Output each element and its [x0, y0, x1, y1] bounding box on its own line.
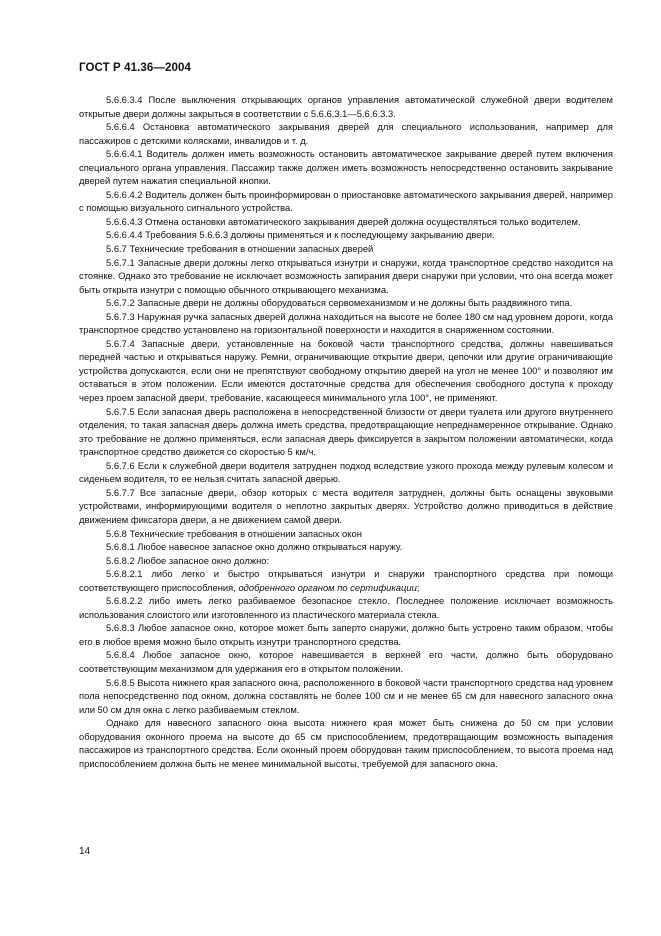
- paragraph-5-6-8-5: 5.6.8.5 Высота нижнего края запасного окна, расположенного в боковой части транспортного средства над уровнем пола непосредственно под окном, должна составлять не более 100 см и не менее 65 см для навесного запасного окна или 50 см для окна с легко разбиваемым стеклом.: [79, 676, 613, 715]
- paragraph-5-6-8-2-1: [79, 567, 613, 594]
- document-body: [79, 93, 613, 770]
- paragraph-5-6-8-1: 5.6.8.1 Любое навесное запасное окно должно открываться наружу.: [106, 541, 403, 553]
- document-header: ГОСТ Р 41.36—2004: [79, 62, 191, 74]
- paragraph-5-6-8-4: 5.6.8.4 Любое запасное окно, которое навешивается в верхней его части, должно быть оборудовано соответствующим механизмом для удержания его в открытом положении.: [79, 649, 613, 674]
- paragraph-5-6-8-2: 5.6.8.2 Любое запасное окно должно:: [106, 554, 270, 566]
- paragraph-5-6-6-4-2: 5.6.6.4.2 Водитель должен быть проинформирован о приостановке автоматического закрывания дверей, например с помощью визуального сигнального устройства.: [79, 188, 613, 214]
- paragraph-5-6-6-4-1: 5.6.6.4.1 Водитель должен иметь возможность остановить автоматическое закрывание дверей путем включения специального органа управления. Пассажир также должен иметь возможность непосредственно остановить закрывание дверей путем нажатия специальной кнопки.: [79, 148, 613, 187]
- paragraph-tail: ;: [416, 581, 420, 593]
- paragraph-5-6-6-4-4: 5.6.6.4.4 Требования 5.6.6.3 должны применяться и к последующему закрыванию двери.: [106, 229, 495, 241]
- paragraph-5-6-7-2: 5.6.7.2 Запасные двери не должны оборудоваться сервомеханизмом и не должны быть раздвижного типа.: [106, 297, 573, 309]
- paragraph-5-6-6-3-4: 5.6.6.3.4 После выключения открывающих органов управления автоматической служебной двери водителем открытые двери должны закрыться в соответствии с 5.6.6.3.1—5.6.6.3.3.: [79, 94, 613, 119]
- paragraph-5-6-7-6: 5.6.7.6 Если к служебной двери водителя затруднен подход вследствие узкого прохода между рулевым колесом и сиденьем водителя, то ее нельзя считать запасной дверью.: [79, 459, 613, 485]
- paragraph-5-6-8-2-2: 5.6.8.2.2 либо иметь легко разбиваемое безопасное стекло. Последнее положение исключает возможность использования слоистого или изготовленного из пластического материала стекла.: [79, 595, 613, 620]
- section-heading-5-6-7: 5.6.7 Технические требования в отношении запасных дверей: [106, 243, 374, 255]
- paragraph-5-6-7-3: 5.6.7.3 Наружная ручка запасных дверей должна находиться на высоте не более 180 см над уровнем дороги, когда транспортное средство установлено на горизонтальной поверхности и находится в снаряженном состоянии.: [79, 310, 613, 336]
- paragraph-5-6-7-5: 5.6.7.5 Если запасная дверь расположена в непосредственной близости от двери туалета или другого внутреннего отделения, то такая запасная дверь должна иметь средства, предотвращающие непреднамеренное открывание. Однако это требование не должно применяться, если запасная дверь фиксируется в закрытом положении автоматически, когда транспортное средство движется со скоростью 5 км/ч.: [79, 405, 613, 458]
- paragraph-5-6-6-4-3: 5.6.6.4.3 Отмена остановки автоматического закрывания дверей должна осуществляться только водителем.: [106, 215, 581, 227]
- section-heading-5-6-8: 5.6.8 Технические требования в отношении запасных окон: [106, 527, 362, 539]
- paragraph-5-6-8-3: 5.6.8.3 Любое запасное окно, которое может быть заперто снаружи, должно быть устроено таким образом, чтобы его в любое время можно было открыть изнутри транспортного средства.: [79, 622, 613, 647]
- paragraph-5-6-7-7: 5.6.7.7 Все запасные двери, обзор которых с места водителя затруднен, должны быть оснащены звуковыми устройствами, информирующими водителя о неплотно закрытых дверях. Устройство должно приводиться в действие движением фиксатора двери, а не движением самой двери.: [79, 486, 613, 525]
- paragraph-5-6-8-5-continued: Однако для навесного запасного окна высота нижнего края может быть снижена до 50 см при условии оборудования оконного проема на высоте до 65 см приспособлением, предотвращающим возможность выпадения пассажиров из транспортного средства. Если оконный проем оборудован таким приспособлением, то высота проема над приспособлением должна быть не менее минимальной высоты, требуемой для запасного окна.: [79, 717, 613, 769]
- paragraph-5-6-6-4: 5.6.6.4 Остановка автоматического закрывания дверей для специального использования, например для пассажиров с детскими колясками, инвалидов и т. д.: [79, 121, 613, 146]
- paragraph-text: 5.6.8.2.1 либо легко и быстро открываться изнутри и снаружи транспортного средства при помощи соответствующего приспособления,: [79, 568, 613, 593]
- paragraph-emphasis: одобренного органом по сертификации: [238, 581, 417, 593]
- paragraph-5-6-7-4: 5.6.7.4 Запасные двери, установленные на боковой части транспортного средства, должны навешиваться передней частью и открываться наружу. Ремни, ограничивающие открытие двери, цепочки или другие ограничивающие устройства допускаются, если они не препятствуют свободному открытию дверей на угол не менее 100° и позволяют им оставаться в этом положении. Если имеются достаточные средства для обеспечения свободного доступа к проходу через проем запасной двери, требование, касающееся минимального угла 100°, не применяют.: [79, 337, 613, 404]
- page-number: 14: [79, 846, 91, 857]
- paragraph-5-6-7-1: 5.6.7.1 Запасные двери должны легко открываться изнутри и снаружи, когда транспортное средство находится на стоянке. Однако это требование не исключает возможность запирания двери снаружи при условии, что она всегда может быть открыта изнутри с помощью обычного открывающего механизма.: [79, 256, 613, 295]
